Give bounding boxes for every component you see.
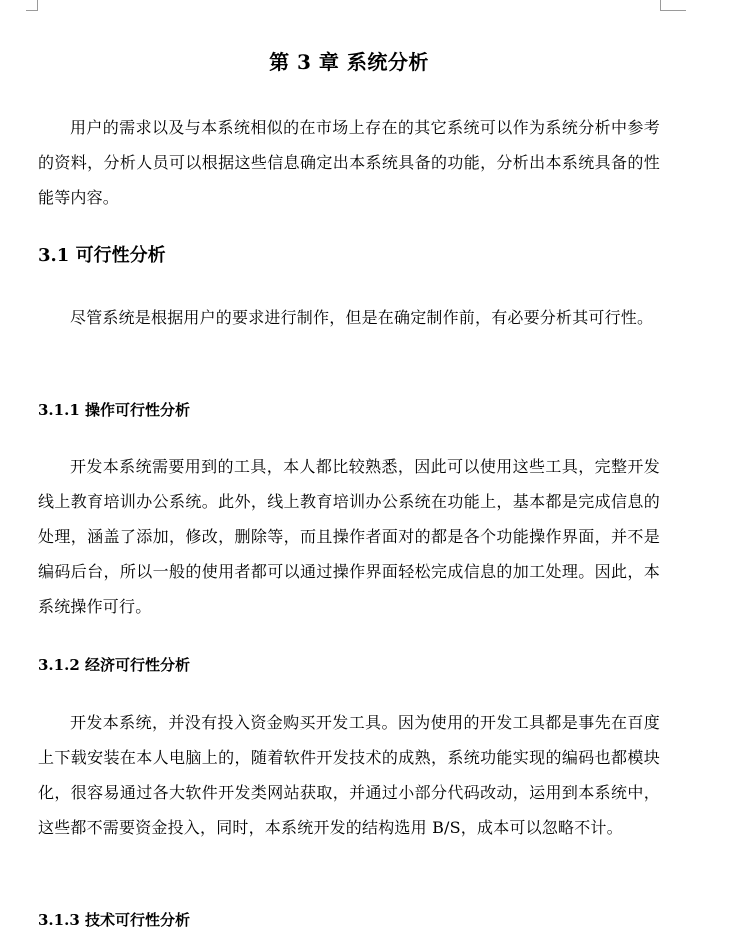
section-3-1-2-heading: 3.1.2 经济可行性分析 (38, 656, 190, 674)
section-3-1-paragraph: 尽管系统是根据用户的要求进行制作，但是在确定制作前，有必要分析其可行性。 (70, 308, 654, 327)
section-3-1-heading: 3.1 可行性分析 (38, 245, 166, 266)
section-3-1-3-heading: 3.1.3 技术可行性分析 (38, 911, 190, 929)
crop-mark-top-right-horizontal (660, 10, 686, 11)
crop-mark-top-left-horizontal (26, 10, 38, 11)
chapter-title: 第 3 章 系统分析 (269, 50, 429, 74)
section-3-1-2-paragraph: 开发本系统，并没有投入资金购买开发工具。因为使用的开发工具都是事先在百度上下载安装在本人电脑上的，随着软件开发技术的成熟，系统功能实现的编码也都模块化，很容易通过各大软件开发类网站获取，并通过小部分代码改动，运用到本系统中，这些都不需要资金投入，同时，本系统开发的结构选用 B/S，成本可以忽略不计。 (38, 713, 660, 837)
intro-paragraph: 用户的需求以及与本系统相似的在市场上存在的其它系统可以作为系统分析中参考的资料，分析人员可以根据这些信息确定出本系统具备的功能，分析出本系统具备的性能等内容。 (38, 118, 660, 207)
section-3-1-1-heading: 3.1.1 操作可行性分析 (38, 401, 190, 419)
section-3-1-1-paragraph: 开发本系统需要用到的工具，本人都比较熟悉，因此可以使用这些工具，完整开发线上教育培训办公系统。此外，线上教育培训办公系统在功能上，基本都是完成信息的处理，涵盖了添加，修改，删除等，而且操作者面对的都是各个功能操作界面，并不是编码后台，所以一般的使用者都可以通过操作界面轻松完成信息的加工处理。因此，本系统操作可行。 (38, 457, 660, 616)
